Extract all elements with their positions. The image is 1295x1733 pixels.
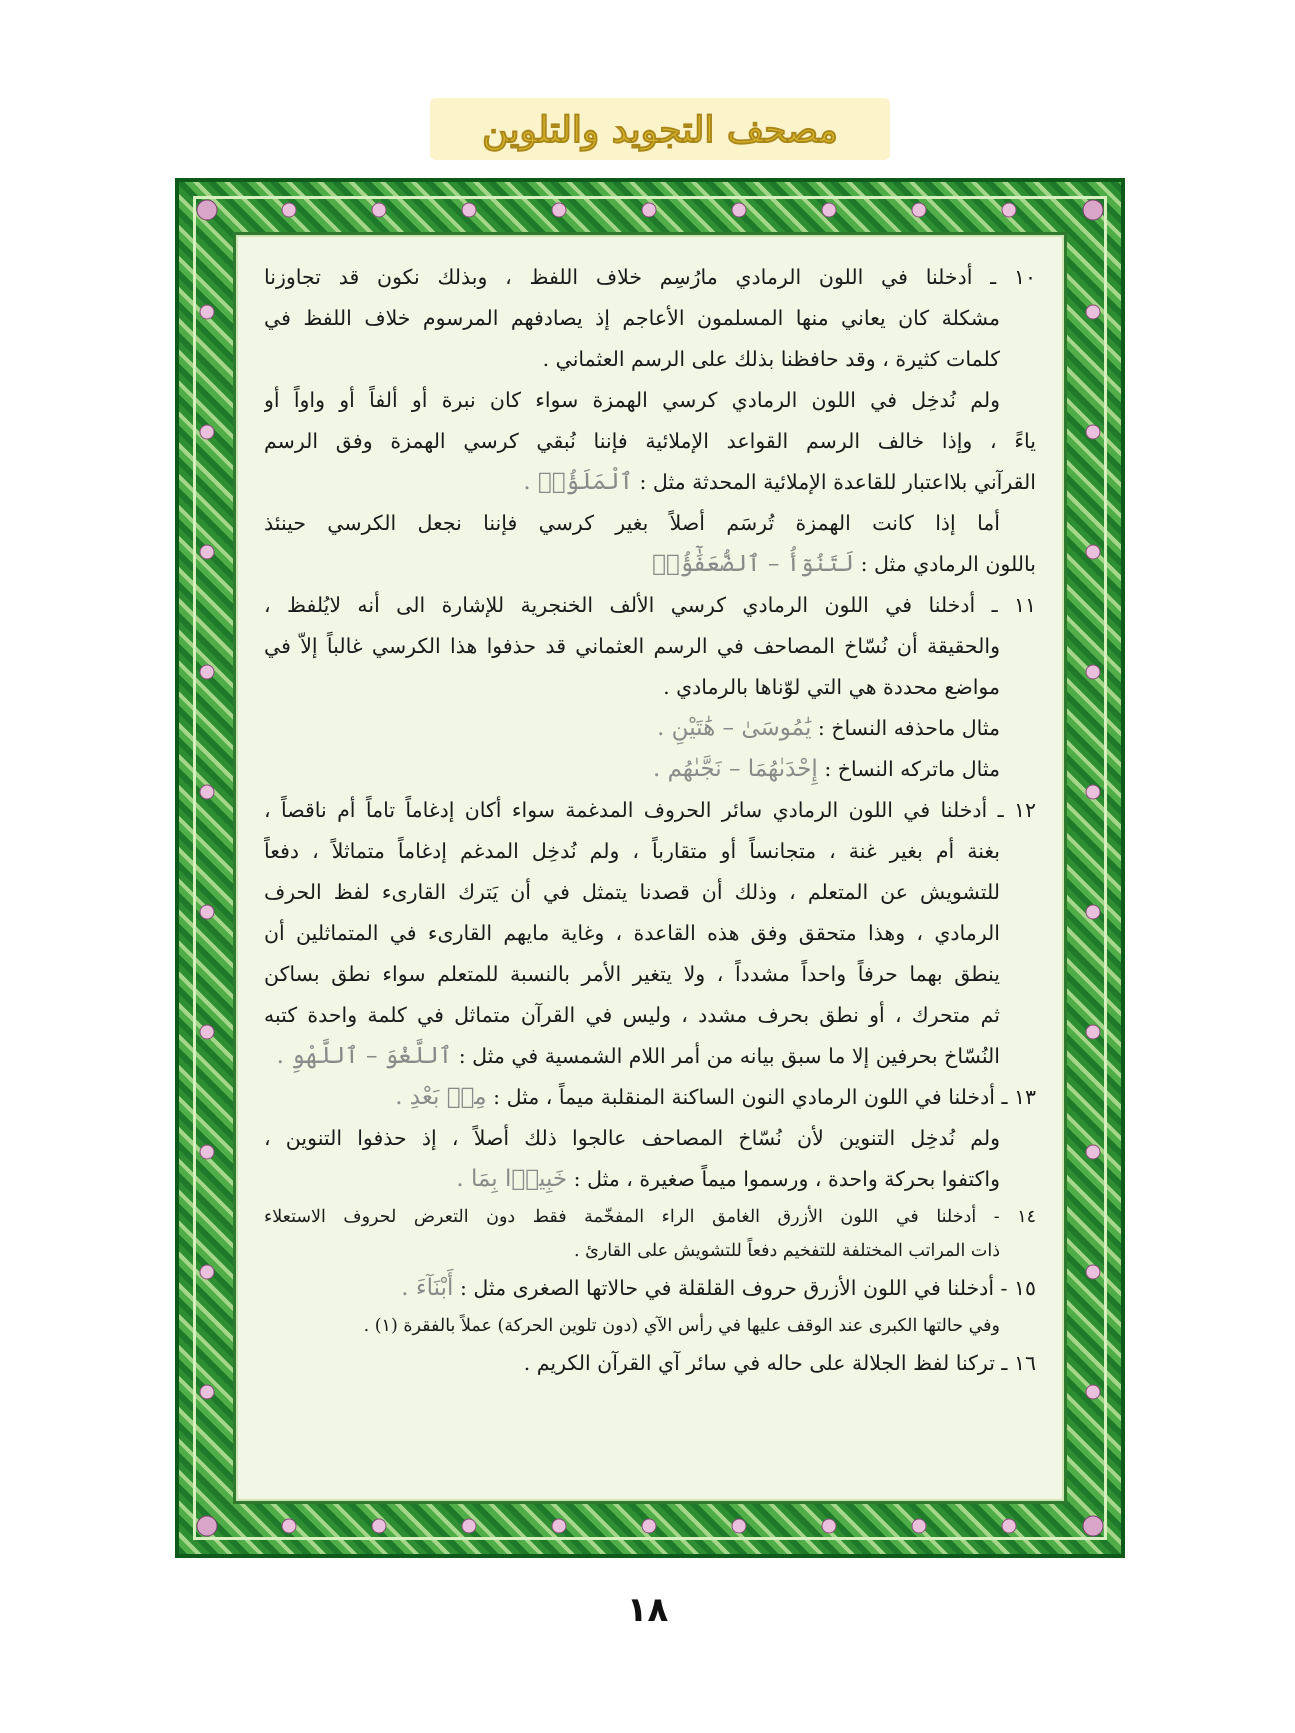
page-number: ١٨ [626,1590,669,1630]
text-line [264,790,1036,831]
text-line [264,872,1036,913]
text-line [264,257,1036,298]
text-line [264,1159,1036,1200]
line-text: بغنة أم بغير غنة ، متجانساً أو متقارباً ، ولم نُدخِل المدغم إدغاماً متماثلاً ، دفعاً [264,839,1000,863]
text-line [264,749,1036,790]
quranic-example: ٱلْمَلَؤُا۟ . [523,469,633,495]
line-text: ١١ ـ أدخلنا في اللون الرمادي كرسي الألف الخنجرية للإشارة الى أنه لايُلفظ ، [264,593,1036,617]
line-text: كلمات كثيرة ، وقد حافظنا بذلك على الرسم العثماني . [542,347,1000,371]
text-line [264,995,1036,1036]
line-text: القرآني بلااعتبار للقاعدة الإملائية المحدثة مثل : [639,470,1036,494]
text-page [233,232,1067,1504]
quranic-example: أَبْنَآءَ . [401,1275,454,1301]
line-text: ذات المراتب المختلفة للتفخيم دفعاً للتشويش على القارئ . [574,1241,1000,1261]
line-text: ياءً ، وإذا خالف الرسم القواعد الإملائية فإننا نُبقي كرسي الهمزة وفق الرسم [264,429,1036,453]
header-title-text: مصحف التجويد والتلوين [482,109,838,151]
text-line [264,503,1036,544]
title-ornament [430,98,890,160]
text-line [264,1118,1036,1159]
line-text: ١٠ ـ أدخلنا في اللون الرمادي مارُسِم خلاف اللفظ ، وبذلك نكون قد تجاوزنا [264,265,1036,289]
line-text: ١٦ ـ تركنا لفظ الجلالة على حاله في سائر آي القرآن الكريم . [523,1351,1036,1375]
line-text: ثم متحرك ، أو نطق بحرف مشدد ، وليس في القرآن متماثل في كلمة واحدة كتبه [264,1003,1000,1027]
text-line [264,954,1036,995]
line-text: أما إذا كانت الهمزة تُرسَم أصلاً بغير كرسي فإننا نجعل الكرسي حينئذ [264,511,1000,535]
text-line [264,298,1036,339]
text-line [264,831,1036,872]
line-text: ولم نُدخِل في اللون الرمادي كرسي الهمزة سواء كان نبرة أو ألفاً أو واواً أو [264,388,1000,412]
text-line [264,1077,1036,1118]
text-line [264,1234,1036,1268]
text-line [264,339,1036,380]
text-line [264,1036,1036,1077]
text-line [264,667,1036,708]
text-line [264,1343,1036,1384]
text-line [264,1200,1036,1234]
text-line [264,708,1036,749]
text-line [264,626,1036,667]
quranic-example: مِنۢ بَعْدِ . [395,1084,487,1110]
text-line [264,1309,1036,1343]
line-text: مشكلة كان يعاني منها المسلمون الأعاجم إذ يصادفهم المرسوم خلاف اللفظ في [264,306,1000,330]
text-line [264,462,1036,503]
line-text: ١٤ - أدخلنا في اللون الأزرق الغامق الراء المفخّمة فقط دون التعرض لحروف الاستعلاء [264,1207,1036,1227]
line-text: ١٢ ـ أدخلنا في اللون الرمادي سائر الحروف المدغمة سواء أكان إدغاماً تاماً أم ناقصاً ، [264,798,1036,822]
text-line [264,1268,1036,1309]
line-text: ينطق بهما حرفاً واحداً مشدداً ، ولا يتغير الأمر بالنسبة للمتعلم سواء نطق بساكن [264,962,1000,986]
line-text: ولم نُدخِل التنوين لأن نُسّاخ المصاحف عالجوا ذلك أصلاً ، إذ حذفوا التنوين ، [264,1126,1000,1150]
line-text: مواضع محددة هي التي لوّناها بالرمادي . [663,675,1000,699]
line-text: باللون الرمادي مثل : [860,552,1036,576]
text-line [264,544,1036,585]
line-text: النُسّاخ بحرفين إلا ما سبق بيانه من أمر اللام الشمسية في مثل : [458,1044,1000,1068]
line-text: واكتفوا بحركة واحدة ، ورسموا ميماً صغيرة ، مثل : [573,1167,1000,1191]
line-text: الرمادي ، وهذا متحقق وفق هذه القاعدة ، وغاية مايهم القارىء في المتماثلين أن [264,921,1000,945]
quranic-example: يَٰمُوسَىٰ – هَٰتَيْنِ . [657,715,812,741]
line-text: والحقيقة أن نُسّاخ المصاحف في الرسم العثماني قد حذفوا هذا الكرسي غالباً إلاّ في [264,634,1000,658]
line-text: ١٥ - أدخلنا في اللون الأزرق حروف القلقلة في حالاتها الصغرى مثل : [459,1276,1036,1300]
quranic-example: إِحْدَىٰهُمَا – نَجَّىٰهُم . [652,756,818,782]
quranic-example: خَبِيرۢا بِمَا . [456,1166,568,1192]
line-text: للتشويش عن المتعلم ، وذلك أن قصدنا يتمثل في أن يَترك القارىء لفظ الحرف [264,880,1000,904]
text-line [264,585,1036,626]
line-text: وفي حالتها الكبرى عند الوقف عليها في رأس الآي (دون تلوين الحركة) عملاً بالفقرة (١) . [363,1316,1000,1336]
quranic-example: لَتَنُوٓأُ – ٱلضُّعَفَٰٓؤُا۟ [652,551,855,577]
line-text: ١٣ ـ أدخلنا في اللون الرمادي النون الساكنة المنقلبة ميماً ، مثل : [493,1085,1036,1109]
quranic-example: ٱللَّغْوَ – ٱللَّهْوِ . [276,1043,453,1069]
text-line [264,913,1036,954]
line-text: مثال ماحذفه النساخ : [817,716,1000,740]
text-line [264,380,1036,421]
header-calligraphy-title [430,98,890,160]
text-line [264,421,1036,462]
line-text: مثال ماتركه النساخ : [824,757,1000,781]
